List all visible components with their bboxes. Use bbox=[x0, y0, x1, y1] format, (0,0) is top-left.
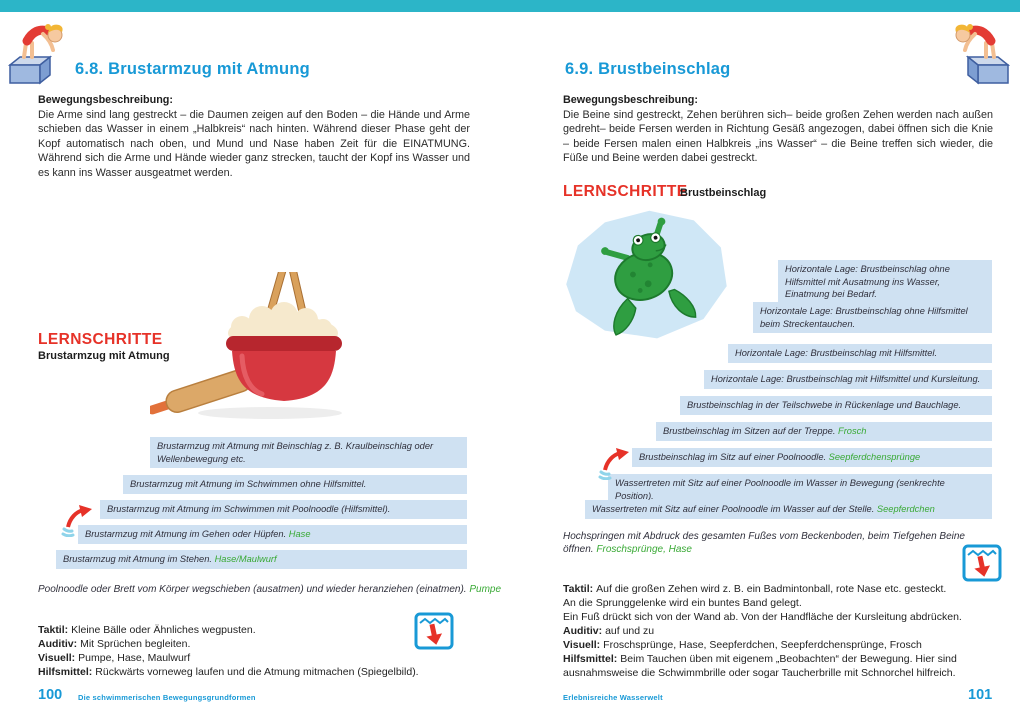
sensory-notes bbox=[38, 623, 478, 679]
learning-step bbox=[753, 302, 992, 333]
progression-arrow-art bbox=[597, 446, 631, 480]
step-text: Brustarmzug mit Atmung im Gehen oder Hüpfen. bbox=[85, 529, 287, 539]
step-keyword: Froschsprünge, Hase bbox=[596, 544, 692, 555]
learning-step bbox=[778, 260, 992, 304]
note-text: Rückwärts vorneweg laufen und die Atmung mitmachen (Spiegelbild). bbox=[95, 666, 419, 678]
learning-step bbox=[78, 525, 467, 544]
jump-sign-icon bbox=[962, 544, 1002, 582]
note-label: Taktil: bbox=[38, 624, 69, 636]
movement-description-text: Die Beine sind gestreckt, Zehen berühren sich– beide großen Zehen werden nach außen gedreht– beide Fersen werden in Richtung Gesäß angezogen, dabei öffnen sich die Knie – beide Fersen malen einen Halbkreis „ins Wasser“ – die Beine treffen sich wieder, die Füße und Beine werden dabei gestreckt. bbox=[563, 109, 993, 165]
step-keyword: Pumpe bbox=[469, 584, 502, 595]
diving-child-illustration bbox=[6, 13, 70, 89]
section-title: 6.9. Brustbeinschlag bbox=[565, 60, 731, 78]
page-number: 101 bbox=[968, 687, 993, 703]
frog-art bbox=[548, 203, 743, 348]
note-label: Visuell: bbox=[563, 639, 601, 651]
step-text: Horizontale Lage: Brustbeinschlag mit Hilfsmittel. bbox=[735, 348, 938, 358]
learning-step bbox=[585, 500, 992, 519]
step-text: Brustarmzug mit Atmung im Schwimmen mit Poolnoodle (Hilfsmittel). bbox=[107, 504, 391, 514]
note-line bbox=[38, 651, 478, 665]
step-keyword: Frosch bbox=[838, 426, 867, 436]
note-text: An die Sprunggelenke wird ein buntes Band gelegt. bbox=[563, 597, 802, 609]
section-title: 6.8. Brustarmzug mit Atmung bbox=[75, 60, 310, 78]
step-text: Horizontale Lage: Brustbeinschlag ohne Hilfsmittel mit Ausatmung ins Wasser, Einatmung bei Bedarf. bbox=[785, 264, 950, 299]
sensory-notes bbox=[563, 582, 997, 680]
learning-step bbox=[632, 448, 992, 467]
note-label: Hilfsmittel: bbox=[38, 666, 93, 678]
footer-section-label: Erlebnisreiche Wasserwelt bbox=[563, 693, 663, 702]
note-label: Auditiv: bbox=[38, 638, 78, 650]
learning-step bbox=[150, 437, 467, 468]
learning-step-final bbox=[38, 581, 502, 598]
progression-arrow-icon bbox=[597, 446, 631, 480]
diving-child-illustration bbox=[948, 13, 1012, 89]
note-line bbox=[38, 665, 478, 679]
note-text: Kleine Bälle oder Ähnliches wegpusten. bbox=[71, 624, 256, 636]
note-label: Visuell: bbox=[38, 652, 76, 664]
diving-child-icon bbox=[948, 13, 1012, 89]
step-keyword: Hase/Maulwurf bbox=[214, 554, 277, 564]
top-bar bbox=[0, 0, 1020, 12]
note-label: Hilfsmittel: bbox=[563, 653, 618, 665]
learning-step-final bbox=[563, 528, 993, 558]
lernschritte-subtitle: Brustarmzug mit Atmung bbox=[38, 350, 170, 362]
step-text: Horizontale Lage: Brustbeinschlag ohne Hilfsmittel beim Streckentauchen. bbox=[760, 306, 968, 329]
note-line bbox=[563, 638, 997, 652]
learning-step bbox=[728, 344, 992, 363]
movement-description-heading: Bewegungsbeschreibung: bbox=[38, 94, 173, 106]
progression-arrow-art bbox=[60, 503, 94, 537]
jump-sign-art bbox=[414, 612, 454, 650]
lernschritte-heading: LERNSCHRITTE bbox=[38, 331, 163, 348]
mixing-bowl-illustration bbox=[150, 272, 350, 427]
learning-step bbox=[56, 550, 467, 569]
movement-description-text: Die Arme sind lang gestreckt – die Daumen zeigen auf den Boden – die Hände und Arme schieben das Wasser in einem „Halbkreis“ nach hinten. Während dieser Phase geht der Kopf automatisch nach oben, und Mund und Nase haben Zeit für die EINATMUNG. Während sich die Arme und Hände wieder ganz strecken, taucht der Kopf ins Wasser und es kann ins Wasser ausgeatmet werden. bbox=[38, 109, 470, 179]
note-line bbox=[563, 596, 997, 610]
frog-illustration bbox=[548, 203, 743, 348]
step-keyword: Seepferdchensprünge bbox=[828, 452, 921, 462]
mixing-bowl-art bbox=[150, 272, 350, 427]
page-number: 100 bbox=[38, 687, 63, 703]
step-text: Horizontale Lage: Brustbeinschlag mit Hilfsmittel und Kursleitung. bbox=[711, 374, 981, 384]
note-text: auf und zu bbox=[605, 625, 655, 637]
note-line bbox=[563, 624, 997, 638]
step-text: Brustbeinschlag in der Teilschwebe in Rückenlage und Bauchlage. bbox=[687, 400, 962, 410]
lernschritte-heading: LERNSCHRITTE bbox=[563, 183, 688, 200]
note-text: Beim Tauchen üben mit eigenem „Beobachten“ der Bewegung. Hier sind ausnahmsweise die Schwimmbrille oder sogar Taucherbrille mit Schnorchel hilfreich. bbox=[563, 653, 957, 679]
step-text: Hochspringen mit Abdruck des gesamten Fußes vom Beckenboden, beim Tiefgehen Beine öffnen. bbox=[563, 531, 965, 555]
learning-step bbox=[100, 500, 467, 519]
step-keyword: Hase bbox=[288, 529, 311, 539]
step-text: Brustarmzug mit Atmung mit Beinschlag z. B. Kraulbeinschlag oder Wellenbewegung etc. bbox=[157, 441, 434, 464]
note-line bbox=[563, 582, 997, 596]
step-keyword: Seepferdchen bbox=[876, 504, 935, 514]
note-line bbox=[38, 637, 478, 651]
step-text: Brustarmzug mit Atmung im Stehen. bbox=[63, 554, 212, 564]
progression-arrow-icon bbox=[60, 503, 94, 537]
jump-sign-art bbox=[962, 544, 1002, 582]
diving-child-icon bbox=[6, 13, 70, 89]
footer-section-label: Die schwimmerischen Bewegungsgrundformen bbox=[78, 693, 256, 702]
step-text: Brustbeinschlag im Sitzen auf der Treppe. bbox=[663, 426, 836, 436]
learning-step bbox=[704, 370, 992, 389]
learning-step bbox=[656, 422, 992, 441]
note-line bbox=[563, 610, 997, 624]
step-text: Poolnoodle oder Brett vom Körper wegschieben (ausatmen) und wieder heranziehen (einatmen). bbox=[38, 584, 467, 595]
learning-step bbox=[680, 396, 992, 415]
step-text: Wassertreten mit Sitz auf einer Poolnoodle im Wasser auf der Stelle. bbox=[592, 504, 875, 514]
note-text: Pumpe, Hase, Maulwurf bbox=[78, 652, 191, 664]
note-text: Mit Sprüchen begleiten. bbox=[80, 638, 191, 650]
step-text: Brustbeinschlag im Sitz auf einer Poolnoodle. bbox=[639, 452, 827, 462]
step-text: Brustarmzug mit Atmung im Schwimmen ohne Hilfsmittel. bbox=[130, 479, 367, 489]
lernschritte-subtitle: Brustbeinschlag bbox=[680, 187, 767, 199]
note-line bbox=[38, 623, 478, 637]
learning-step bbox=[123, 475, 467, 494]
note-label: Taktil: bbox=[563, 583, 594, 595]
note-text: Froschsprünge, Hase, Seepferdchen, Seepferdchensprünge, Frosch bbox=[603, 639, 922, 651]
note-text: Auf die großen Zehen wird z. B. ein Badmintonball, rote Nase etc. gesteckt. bbox=[596, 583, 947, 595]
jump-sign-icon bbox=[414, 612, 454, 650]
step-text: Wassertreten mit Sitz auf einer Poolnoodle im Wasser in Bewegung (senkrechte Position). bbox=[615, 478, 945, 501]
note-line bbox=[563, 652, 997, 680]
note-label: Auditiv: bbox=[563, 625, 603, 637]
note-text: Ein Fuß drückt sich von der Wand ab. Von der Handfläche der Kursleitung abdrücken. bbox=[563, 611, 962, 623]
movement-description-heading: Bewegungsbeschreibung: bbox=[563, 94, 698, 106]
